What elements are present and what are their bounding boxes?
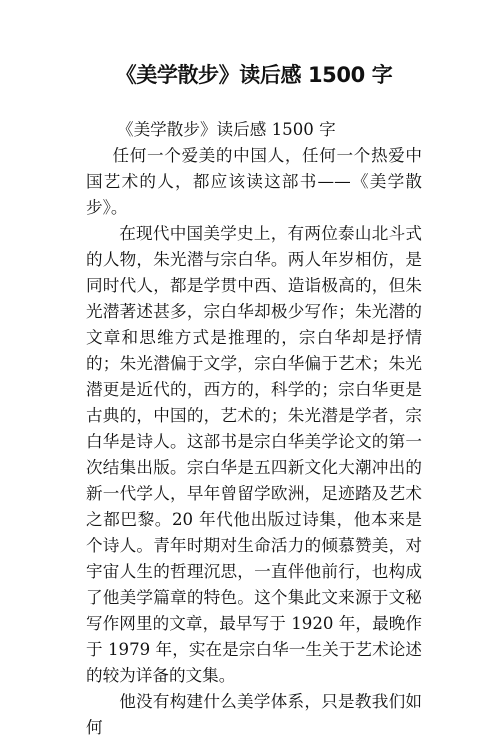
document-title: 《美学散步》读后感 1500 字 <box>115 63 393 87</box>
document-body <box>86 117 422 741</box>
document-subtitle: 《美学散步》读后感 1500 字 <box>117 120 336 139</box>
paragraph-1: 任何一个爱美的中国人，任何一个热爱中国艺术的人，都应该读这部书——《美学散步》。 <box>86 146 422 217</box>
paragraph-2: 在现代中国美学史上，有两位泰山北斗式的人物，朱光潜与宗白华。两人年岁相仿，是同时代人，都是学贯中西、造诣极高的，但朱光潜著述甚多，宗白华却极少写作；朱光潜的文章和思维方式是推理的，宗白华却是抒情的；朱光潜偏于文学，宗白华偏于艺术；朱光潜更是近代的，西方的，科学的；宗白华更是古典的，中国的，艺术的；朱光潜是学者，宗白华是诗人。这部书是宗白华美学论文的第一次结集出版。宗白华是五四新文化大潮冲出的新一代学人，早年曾留学欧洲，足迹踏及艺术之都巴黎。20 年代他出版过诗集，他本来是个诗人。青年时期对生命活力的倾慕赞美，对宇宙人生的哲理沉思，一直伴他前行，也构成了他美学篇章的特色。这个集此文来源于文秘写作网里的文章，最早写于 1920 年，最晚作于 1979 年，实在是宗白华一生关于艺术论述的较为详备的文集。 <box>86 224 422 685</box>
paragraph-3: 他没有构建什么美学体系，只是教我们如何 <box>86 692 422 737</box>
